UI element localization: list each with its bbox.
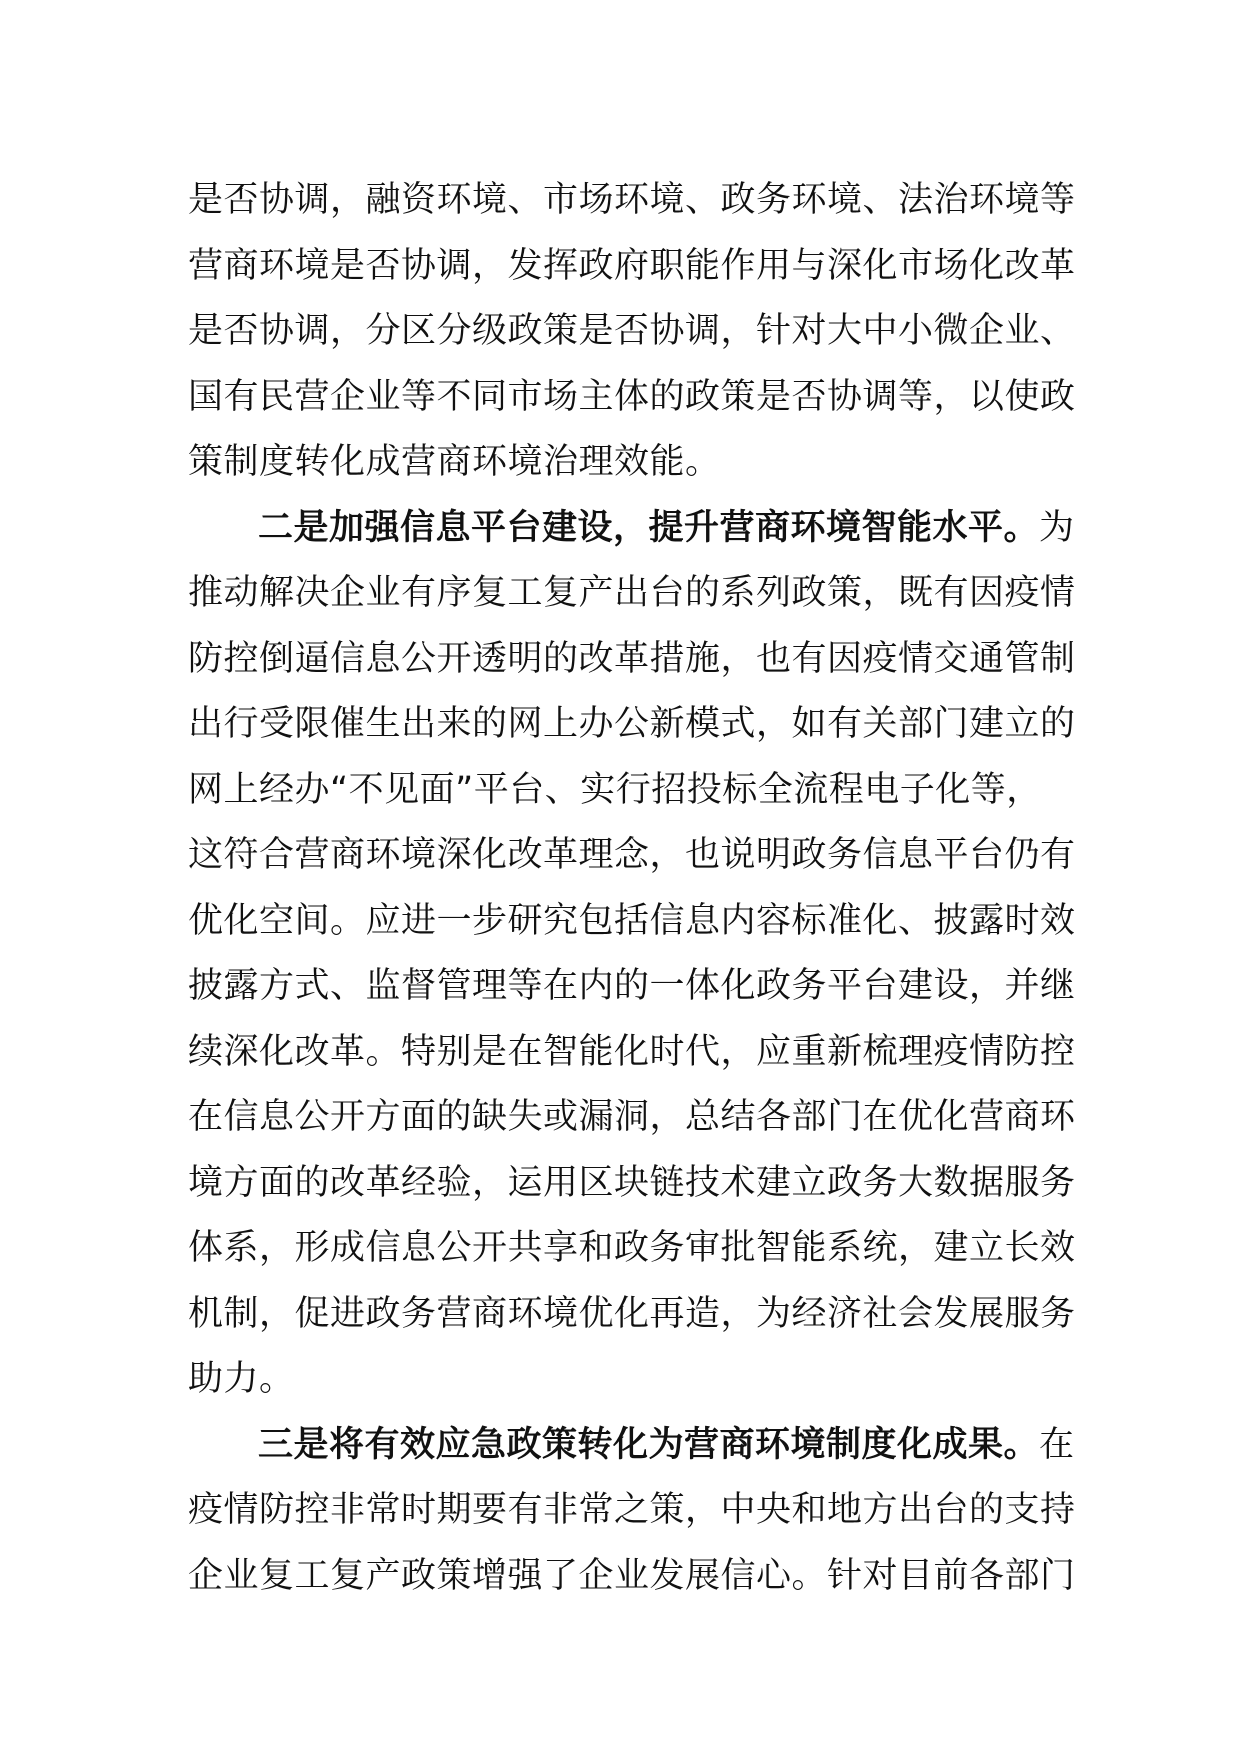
text-line: 助力。 (188, 1359, 295, 1399)
text-line: 出行受限催生出来的网上办公新模式，如有关部门建立的 (188, 704, 1076, 744)
text-line: 疫情防控非常时期要有非常之策，中央和地方出台的支持 (188, 1490, 1076, 1530)
paragraph-first-line (188, 496, 1075, 562)
text-line: 是否协调，融资环境、市场环境、政务环境、法治环境等 (188, 180, 1076, 220)
text-line: 优化空间。应进一步研究包括信息内容标准化、披露时效 (188, 900, 1076, 941)
text-line: 这符合营商环境深化改革理念，也说明政务信息平台仍有 (188, 835, 1076, 875)
text-line: 披露方式、监督管理等在内的一体化政务平台建设，并继 (188, 966, 1076, 1006)
text-run: 在 (1039, 1424, 1075, 1465)
text-line: 推动解决企业有序复工复产出台的系列政策，既有因疫情 (188, 573, 1076, 613)
text-line: 防控倒逼信息公开透明的改革措施，也有因疫情交通管制 (188, 638, 1076, 679)
text-line: 是否协调，分区分级政策是否协调，针对大中小微企业、 (188, 311, 1076, 351)
text-line: 网上经办“不见面”平台、实行招投标全流程电子化等， (188, 769, 1042, 810)
paragraph-heading: 二是加强信息平台建设，提升营商环境智能水平。 (258, 507, 1040, 548)
text-line: 体系，形成信息公开共享和政务审批智能系统，建立长效 (188, 1228, 1076, 1268)
text-line: 境方面的改革经验，运用区块链技术建立政务大数据服务 (188, 1162, 1076, 1203)
paragraph-heading: 三是将有效应急政策转化为营商环境制度化成果。 (258, 1424, 1040, 1465)
text-line: 营商环境是否协调，发挥政府职能作用与深化市场化改革 (188, 245, 1076, 286)
document-body (188, 168, 1076, 1609)
paragraph-3 (188, 1413, 1076, 1610)
text-run: 为 (1039, 507, 1075, 548)
paragraph-2 (188, 496, 1076, 1413)
text-line: 机制，促进政务营商环境优化再造，为经济社会发展服务 (188, 1293, 1076, 1334)
paragraph-first-line (188, 1413, 1075, 1479)
paragraph-1 (188, 168, 1076, 496)
text-line: 策制度转化成营商环境治理效能。 (188, 442, 721, 482)
text-line: 续深化改革。特别是在智能化时代，应重新梳理疫情防控 (188, 1031, 1076, 1072)
text-line: 企业复工复产政策增强了企业发展信心。针对目前各部门 (188, 1555, 1076, 1596)
text-line: 在信息公开方面的缺失或漏洞，总结各部门在优化营商环 (188, 1097, 1076, 1137)
text-line: 国有民营企业等不同市场主体的政策是否协调等，以使政 (188, 376, 1076, 417)
